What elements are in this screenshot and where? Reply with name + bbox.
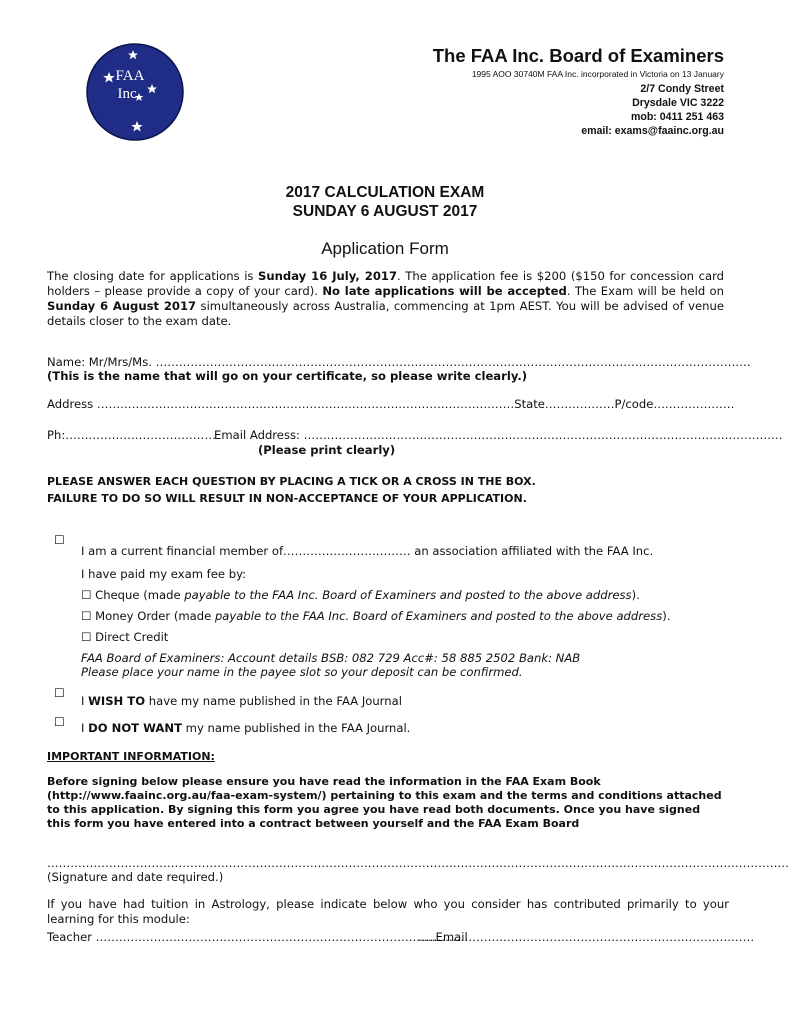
fee-label: I have paid my exam fee by: xyxy=(81,567,246,581)
address-line-4: email: exams@faainc.org.au xyxy=(581,125,724,137)
cheque-checkbox[interactable]: ☐ xyxy=(81,588,92,602)
instruction-line-2: FAILURE TO DO SO WILL RESULT IN NON-ACCEPTANCE OF YOUR APPLICATION. xyxy=(47,492,527,505)
publish-yes-checkbox[interactable]: ☐ xyxy=(54,686,65,700)
logo-text-inc: Inc. xyxy=(117,86,141,102)
address-line-1: 2/7 Condy Street xyxy=(640,83,724,95)
exam-date: SUNDAY 6 AUGUST 2017 xyxy=(292,203,478,220)
org-title: The FAA Inc. Board of Examiners xyxy=(432,45,724,66)
money-order-checkbox[interactable]: ☐ xyxy=(81,609,92,623)
payment-direct-credit: ☐ Direct Credit xyxy=(81,630,169,644)
faa-logo xyxy=(85,42,185,142)
payment-money-order: ☐ Money Order (made payable to the FAA Inc. Board of Examiners and posted to the above address). xyxy=(81,609,671,623)
member-checkbox[interactable]: ☐ xyxy=(54,533,65,547)
name-note: (This is the name that will go on your certificate, so please write clearly.) xyxy=(47,369,528,383)
phone-field[interactable]: Ph:………………………………… xyxy=(47,428,216,442)
publish-no-checkbox[interactable]: ☐ xyxy=(54,715,65,729)
address-line-3: mob: 0411 251 463 xyxy=(630,111,724,123)
signature-note: (Signature and date required.) xyxy=(47,870,224,884)
direct-credit-checkbox[interactable]: ☐ xyxy=(81,630,92,644)
instruction-line-1: PLEASE ANSWER EACH QUESTION BY PLACING A TICK OR A CROSS IN THE BOX. xyxy=(47,475,536,488)
address-line-2: Drysdale VIC 3222 xyxy=(632,97,724,109)
logo-text-faa: FAA xyxy=(115,68,145,84)
email-field[interactable]: Email Address: …………………………………………………………….……………………………………………… xyxy=(214,428,783,442)
name-field[interactable]: Name: Mr/Mrs/Ms. ………………………………………………………………………………………………………………………………………. xyxy=(47,355,751,369)
signature-line[interactable]: ………………………………………………………………………………………………………………………………………………………………………… xyxy=(47,856,789,870)
teacher-email-field[interactable]: …………………………………………………………………………… xyxy=(418,930,755,944)
print-note: (Please print clearly) xyxy=(258,443,396,457)
publish-yes-label: I WISH TO have my name published in the FAA Journal xyxy=(81,694,402,708)
form-title: Application Form xyxy=(321,239,449,258)
publish-no-label: I DO NOT WANT my name published in the FAA Journal. xyxy=(81,721,411,735)
intro-paragraph: The closing date for applications is Sunday 16 July, 2017. The application fee is $200 ($150 for concession card holders – please provide a copy of your card). No late applications will be accepted. The Exam will be held on Sunday 6 August 2017 simultaneously across Australia, commencing at 1pm AEST. You will be advised of venue details closer to the exam date. xyxy=(47,269,725,328)
address-field[interactable]: Address ………………………………………………………………………………………………State………………P/code………………… xyxy=(47,397,735,411)
important-text: Before signing below please ensure you have read the information in the FAA Exam Book (http://www.faainc.org.au/faa-exam-system/) pertaining to this exam and the terms and conditions attached to this application. By signing this form you agree you have read both documents. Once you have signed this form you have entered into a contract between yourself and the FAA Exam Board xyxy=(47,775,722,830)
important-heading: IMPORTANT INFORMATION: xyxy=(47,750,215,763)
exam-title: 2017 CALCULATION EXAM xyxy=(285,184,485,201)
teacher-field[interactable]: Teacher …………………………………………………………………………….Email xyxy=(47,930,468,944)
member-statement: I am a current financial member of…………………………… an association affiliated with the FAA Inc. xyxy=(81,544,654,558)
bank-note: Please place your name in the payee slot so your deposit can be confirmed. xyxy=(81,665,523,679)
payment-cheque: ☐ Cheque (made payable to the FAA Inc. Board of Examiners and posted to the above address). xyxy=(81,588,640,602)
tuition-text: If you have had tuition in Astrology, please indicate below who you consider has contributed primarily to your learning for this module: xyxy=(47,897,729,926)
bank-details: FAA Board of Examiners: Account details BSB: 082 729 Acc#: 58 885 2502 Bank: NAB xyxy=(81,651,581,665)
org-registration: 1995 AOO 30740M FAA Inc. incorporated in Victoria on 13 January xyxy=(471,69,724,79)
